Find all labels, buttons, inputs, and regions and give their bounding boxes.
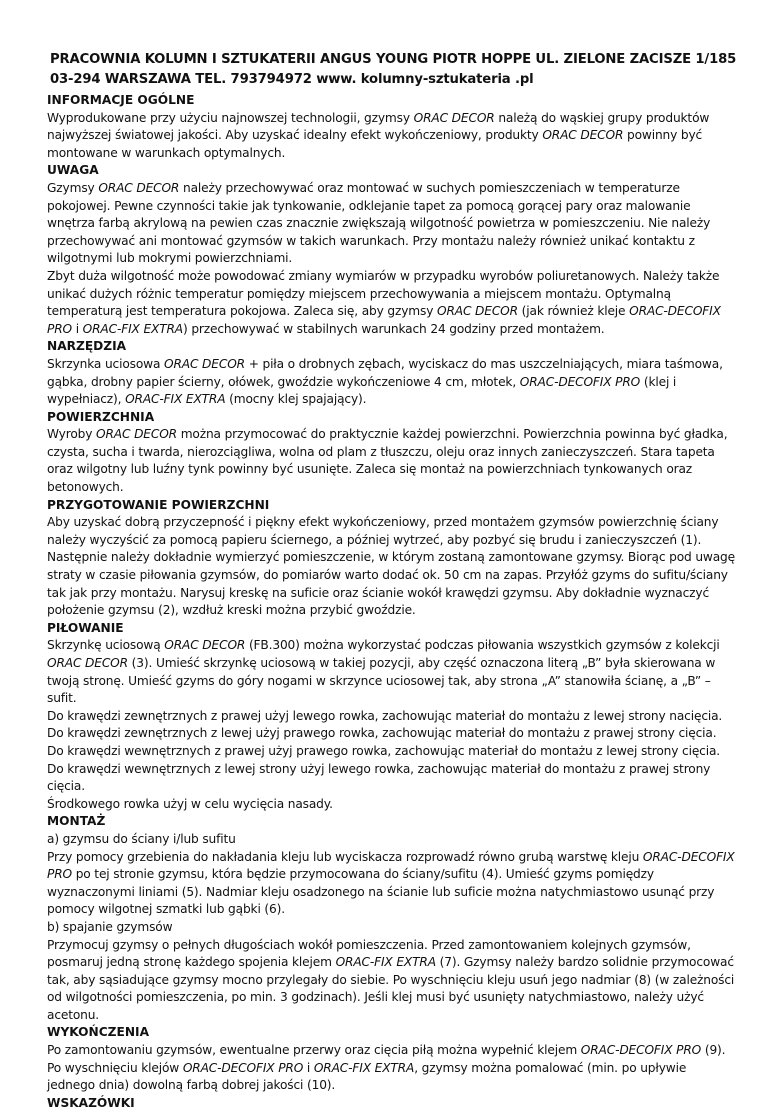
paragraph — [47, 637, 737, 707]
paragraph — [47, 937, 737, 1025]
section-title: UWAGA — [47, 163, 99, 178]
product-name: ORAC DECOR — [98, 180, 180, 195]
text-run: (jak również kleje — [517, 304, 630, 319]
paragraph — [47, 356, 737, 409]
product-name: ORAC DECOR — [542, 128, 624, 143]
text-run: i — [71, 321, 83, 336]
section-title: NARZĘDZIA — [47, 339, 127, 354]
text-run: Przymocuj gzymsy o pełnych długościach wokół pomieszczenia. Przed zamontowaniem kolejnych gzymsów, posmaruj jedną stronę każdego spojenia klejem — [47, 937, 691, 970]
text-run: należy przechowywać oraz montować w suchych pomieszczeniach w temperaturze pokojowej. Pewne czynności takie jak tynkowanie, odklejanie tapet za pomocą gorącej pary oraz malowanie wnętrza farbą akrylową na pewien czas znacznie zwiększają wilgotność powietrza w pomieszczeniu. Nie należy przechowywać ani montować gzymsów w takich warunkach. Przy montażu należy również unikać kontaktu z wilgotnymi lub mokrymi powierzchniami. — [47, 180, 711, 266]
section — [47, 409, 737, 497]
text-run: b) spajanie gzymsów — [47, 919, 173, 934]
text-run: (3). Umieść skrzynkę uciosową w takiej pozycji, aby część oznaczona literą „B” była skierowana w twoją stronę. Umieść gzyms do góry nogami w skrzynce uciosowej tak, aby strona „A” stanowiła ścianę, a „B” – sufit. — [47, 656, 716, 706]
section-title: MONTAŻ — [47, 814, 106, 829]
section-title: WSKAZÓWKI — [47, 1095, 135, 1110]
section-title: PIŁOWANIE — [47, 620, 124, 635]
document-header: PRACOWNIA KOLUMN I SZTUKATERII ANGUS YOUNG PIOTR HOPPE UL. ZIELONE ZACISZE 1/185 03-294 WARSZAWA TEL. 793794972 www. kolumny-sztukateria .pl — [50, 52, 737, 87]
section — [47, 620, 737, 814]
text-run: + piła o drobnych zębach, wyciskacz do mas uszczelniających, miara taśmowa, gąbka, drobny papier ścierny, ołówek, gwoździe wykończeniowe 4 cm, młotek, — [47, 356, 723, 389]
text-run: (7). Gzymsy należy bardzo solidnie przymocować tak, aby sąsiadujące gzymsy mocno przylegały do siebie. Po wyschnięciu kleju usuń jego nadmiar (8) (w zależności od wilgotności pomieszczenia, po min. 3 godzinach). Jeśli klej musi być usunięty natychmiastowo, należy użyć acetonu. — [47, 955, 735, 1022]
product-name: ORAC DECOR — [164, 638, 246, 653]
text-run: Wyroby — [47, 427, 97, 442]
text-run: Środkowego rowka użyj w celu wycięcia nasady. — [47, 796, 333, 811]
paragraph — [47, 1060, 737, 1095]
text-run: , gzymsy można pomalować (min. po upływie jednego dnia) dowolną farbą dobrej jakości (10). — [47, 1060, 687, 1093]
text-run: powinny być montowane w warunkach optymalnych. — [47, 128, 703, 160]
text-run: (mocny klej spajający). — [225, 392, 367, 407]
text-run: (9). — [701, 1043, 726, 1058]
product-name: ORAC-DECOFIX PRO — [519, 374, 641, 389]
text-run: Zbyt duża wilgotność może powodować zmiany wymiarów w przypadku wyrobów poliuretanowych. Należy także unikać dużych różnic temperatur pomiędzy miejscem przechowywania a miejscem montażu. Optymalną temperaturą jest temperatura pokojowa. Zaleca się, aby gzymsy — [47, 268, 720, 319]
product-name: ORAC-DECOFIX PRO — [182, 1060, 304, 1075]
text-run: Przy pomocy grzebienia do nakładania kleju lub wyciskacza rozprowadź równo grubą warstwę kleju — [47, 849, 643, 864]
product-name: ORAC DECOR — [164, 356, 245, 371]
text-run: Po zamontowaniu gzymsów, ewentualne przerwy oraz cięcia piłą można wypełnić klejem — [47, 1043, 581, 1058]
product-name: ORAC-DECOFIX PRO — [47, 304, 721, 336]
text-run: (klej i wypełniacz), — [47, 374, 677, 407]
product-name: ORAC-FIX EXTRA — [313, 1060, 415, 1075]
paragraph — [47, 919, 737, 937]
section-title: PRZYGOTOWANIE POWIERZCHNI — [47, 497, 270, 512]
section — [47, 92, 737, 162]
text-run: Do krawędzi wewnętrznych z prawej użyj prawego rowka, zachowując materiał do montażu z lewej strony cięcia. Do krawędzi wewnętrznych z lewej strony użyj lewego rowka, zachowując materiał do montażu z prawej strony cięcia. — [47, 743, 721, 794]
product-name: ORAC DECOR — [96, 427, 177, 442]
text-run: Skrzynka uciosowa — [47, 356, 165, 371]
product-name: ORAC-FIX EXTRA — [125, 392, 226, 407]
paragraph — [47, 514, 737, 620]
paragraph — [47, 849, 737, 919]
paragraph — [47, 708, 737, 743]
product-name: ORAC-DECOFIX PRO — [47, 849, 735, 882]
text-run: a) gzymsu do ściany i/lub sufitu — [47, 831, 236, 846]
paragraph — [47, 831, 737, 849]
section — [47, 338, 737, 408]
product-name: ORAC-FIX EXTRA — [82, 321, 183, 336]
section — [47, 1095, 737, 1112]
sections-container — [47, 92, 737, 1112]
product-name: ORAC-DECOFIX PRO — [580, 1043, 702, 1058]
text-run: Aby uzyskać dobrą przyczepność i piękny efekt wykończeniowy, przed montażem gzymsów powierzchnię ściany należy wyczyścić za pomocą papieru ściernego, a później wytrzeć, aby pozbyć się brudu i zanieczyszczeń (1). Następnie należy dokładnie wymierzyć pomieszczenie, w którym zostaną zamontowane gzymsy. Biorąc pod uwagę straty w czasie piłowania gzymsów, do pomiarów warto dodać ok. 50 cm na zapas. Przyłóż gzyms do sufitu/ściany tak jak przy montażu. Narysuj kreskę na suficie oraz ścianie wokół krawędzi gzymsu. Aby dokładnie wyznaczyć położenie gzymsu (2), wzdłuż kreski można przybić gwoździe. — [47, 515, 735, 618]
paragraph — [47, 268, 737, 338]
paragraph — [47, 1042, 737, 1060]
text-run: Po wyschnięciu klejów — [47, 1060, 183, 1075]
text-run: należą do wąskiej grupy produktów najwyższej światowej jakości. Aby uzyskać idealny efekt wykończeniowy, produkty — [47, 110, 710, 143]
product-name: ORAC DECOR — [47, 656, 128, 670]
text-run: Skrzynkę uciosową — [47, 638, 165, 653]
text-run: po tej stronie gzymsu, która będzie przymocowana do ściany/sufitu (4). Umieść gzyms pomiędzy wyznaczonymi liniami (5). Nadmiar kleju osadzonego na ścianie lub suficie można natychmiastowo usunąć przy pomocy wilgotnej szmatki lub gąbki (6). — [47, 867, 715, 917]
paragraph — [47, 110, 737, 163]
paragraph — [47, 743, 737, 796]
section-title: INFORMACJE OGÓLNE — [47, 93, 195, 107]
text-run: i — [303, 1060, 314, 1075]
section-title: POWIERZCHNIA — [47, 409, 155, 424]
text-run: ) przechowywać w stabilnych warunkach 24 godziny przed montażem. — [183, 321, 605, 336]
text-run: Wyprodukowane przy użyciu najnowszej technologii, gzymsy — [47, 110, 414, 125]
document — [47, 50, 737, 1112]
text-run: można przymocować do praktycznie każdej powierzchni. Powierzchnia powinna być gładka, czysta, sucha i twarda, nierozciągliwa, wolna od plam z tłuszczu, oleju oraz innych zanieczyszczeń. Stara tapeta oraz wilgotny lub luźny tynk powinny być usunięte. Zaleca się montaż na powierzchniach tynkowanych oraz betonowych. — [47, 427, 728, 495]
section-title: WYKOŃCZENIA — [47, 1025, 149, 1040]
section — [47, 162, 737, 338]
section — [47, 1024, 737, 1094]
section — [47, 813, 737, 1024]
product-name: ORAC DECOR — [413, 110, 495, 125]
paragraph — [47, 426, 737, 496]
text-run: Gzymsy — [47, 180, 99, 195]
product-name: ORAC DECOR — [437, 304, 518, 319]
paragraph — [47, 180, 737, 268]
section — [47, 497, 737, 620]
text-run: (FB.300) można wykorzystać podczas piłowania wszystkich gzymsów z kolekcji — [245, 638, 720, 653]
paragraph — [47, 796, 737, 814]
product-name: ORAC-FIX EXTRA — [335, 955, 436, 970]
text-run: Do krawędzi zewnętrznych z prawej użyj lewego rowka, zachowując materiał do montażu z lewej strony nacięcia. Do krawędzi zewnętrznych z lewej użyj prawego rowka, zachowując materiał do montażu z prawej strony cięcia. — [47, 708, 723, 741]
